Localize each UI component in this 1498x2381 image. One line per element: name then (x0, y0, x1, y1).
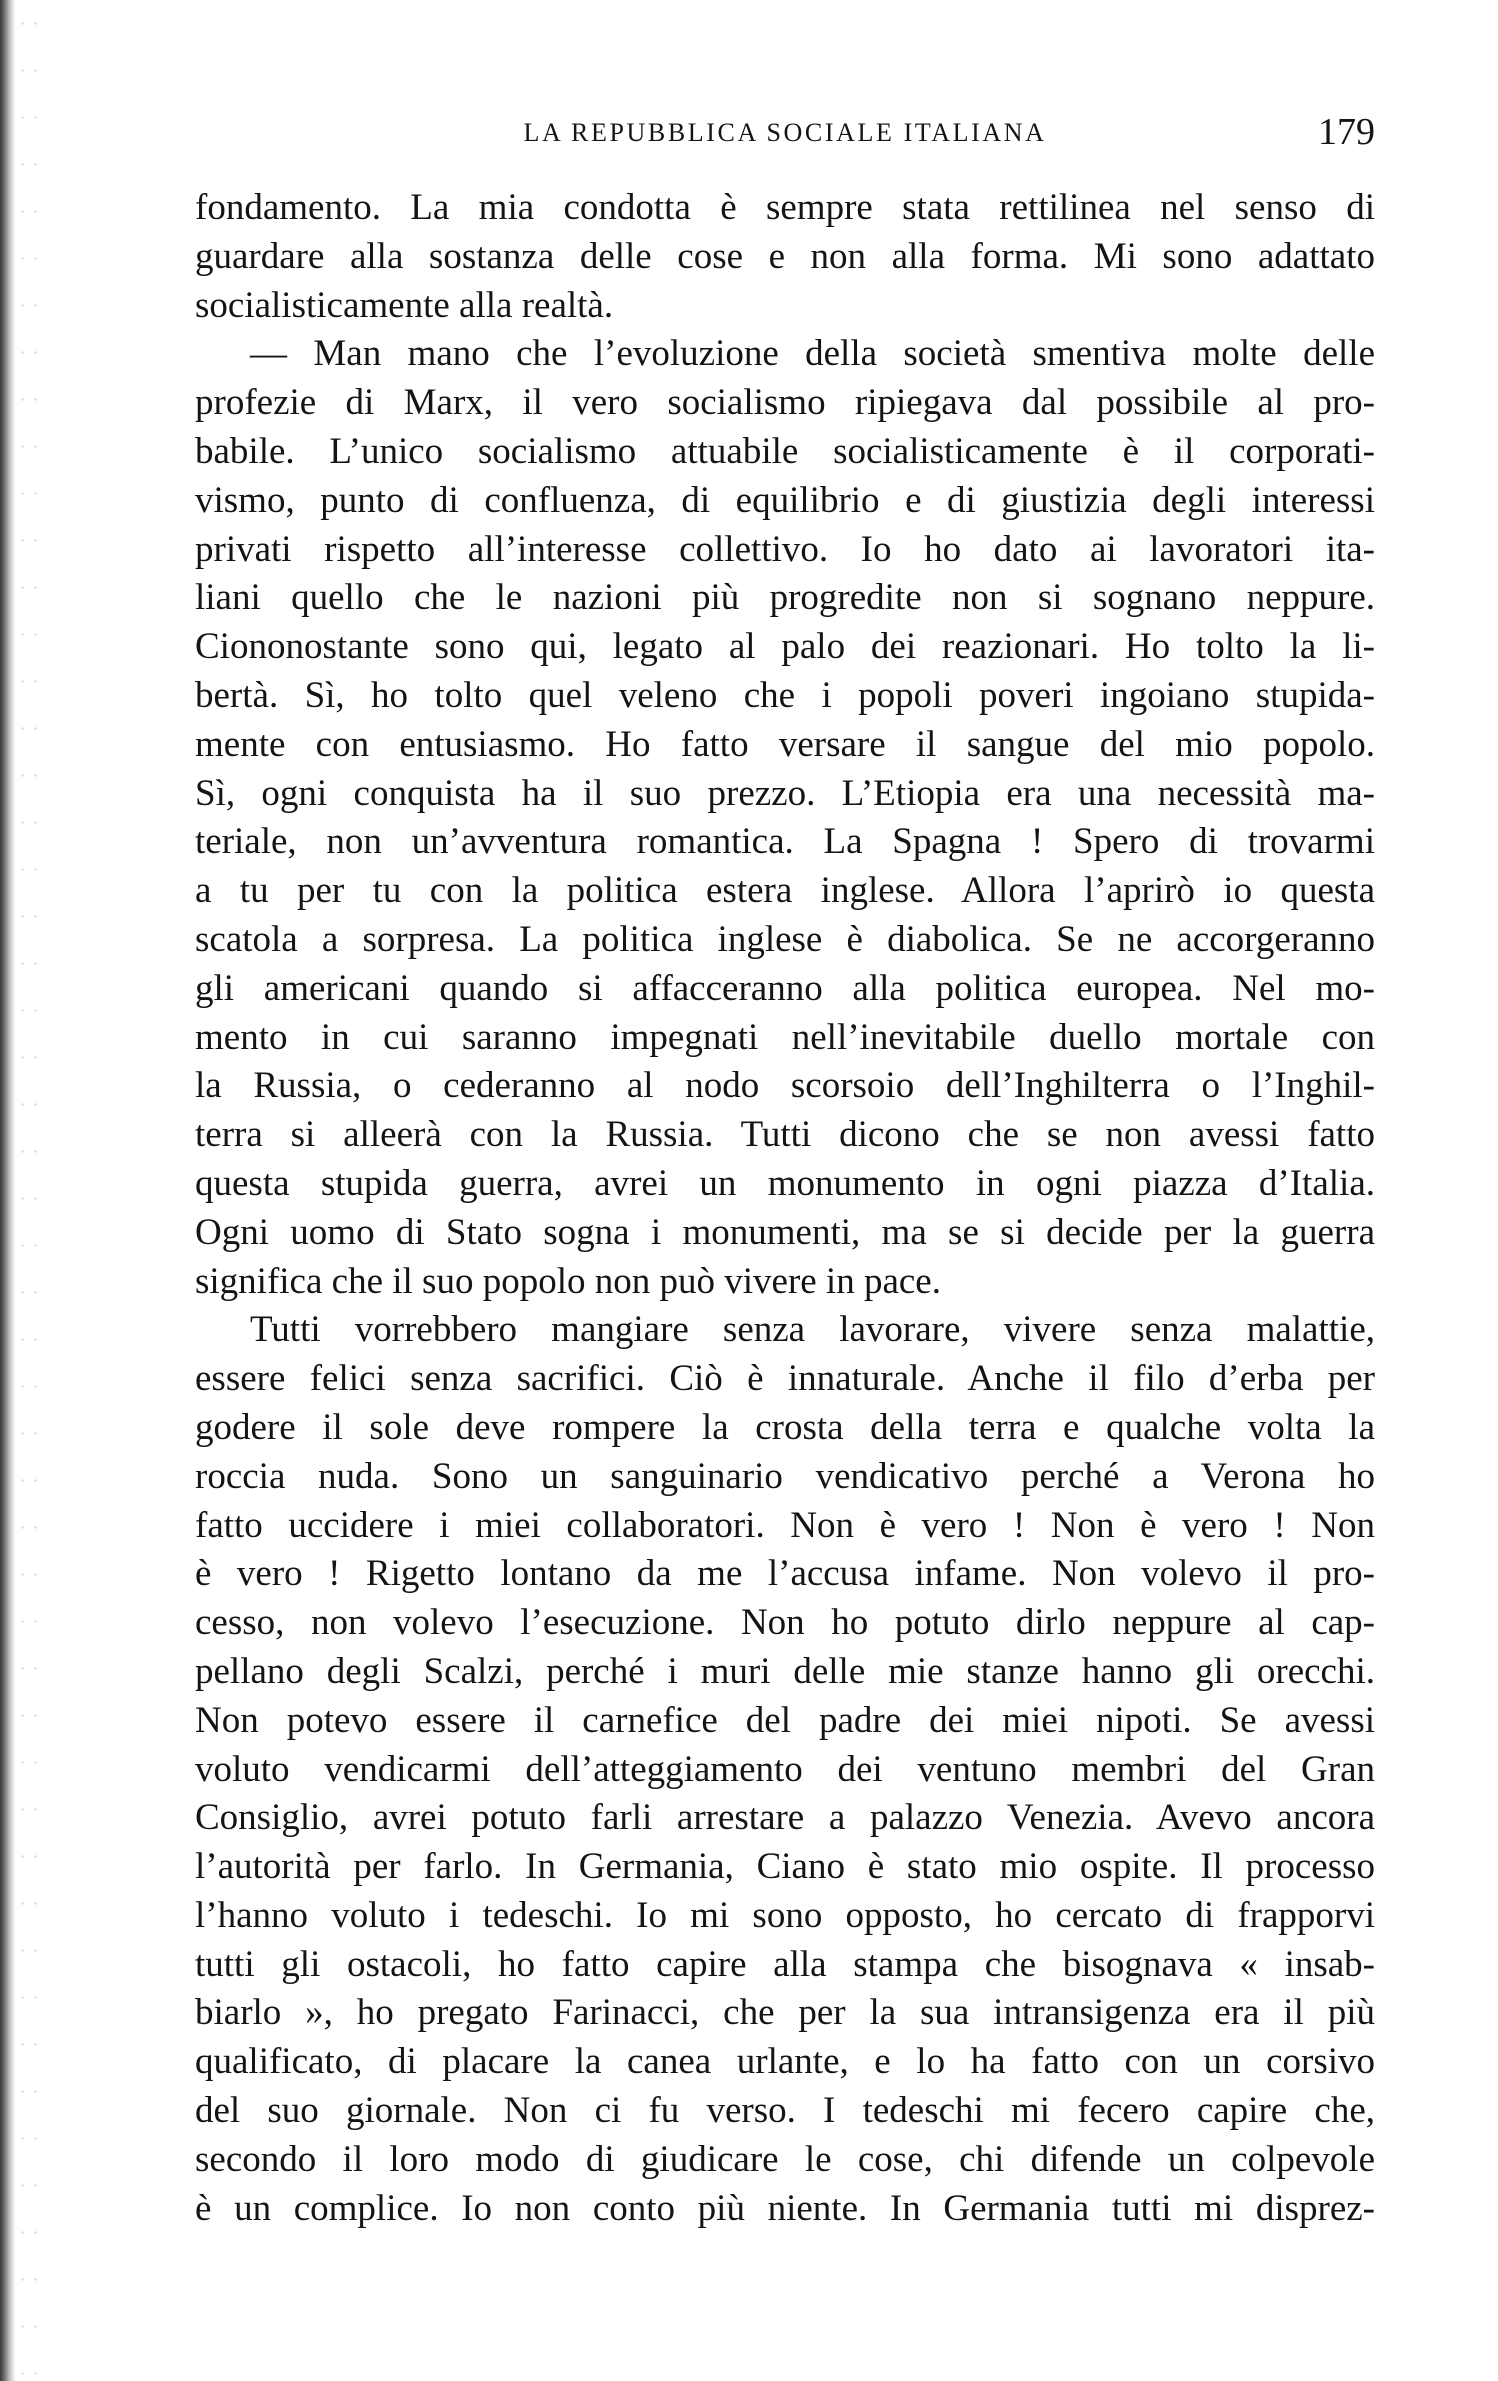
text-line: profezie di Marx, il vero socialismo ripiegava dal possibile al pro- (195, 382, 1375, 424)
paragraph-2 (195, 330, 1375, 1306)
text-line: fatto uccidere i miei collaboratori. Non è vero ! Non è vero ! Non (195, 1504, 1375, 1546)
page-number: 179 (1318, 111, 1375, 153)
body-text (195, 184, 1375, 2233)
text-line: privati rispetto all’interesse collettivo. Io ho dato ai lavoratori ita- (195, 528, 1375, 570)
binding-shadow (0, 0, 16, 2381)
text-line: Non potevo essere il carnefice del padre dei miei nipoti. Se avessi (195, 1699, 1375, 1741)
text-line: mente con entusiasmo. Ho fatto versare il sangue del mio popolo. (195, 723, 1375, 765)
text-line: l’hanno voluto i tedeschi. Io mi sono opposto, ho cercato di frapporvi (195, 1894, 1375, 1936)
text-line: bertà. Sì, ho tolto quel veleno che i popoli poveri ingoiano stupida- (195, 674, 1375, 716)
text-line: l’autorità per farlo. In Germania, Ciano è stato mio ospite. Il processo (195, 1846, 1375, 1888)
text-line: a tu per tu con la politica estera inglese. Allora l’aprirò io questa (195, 870, 1375, 912)
text-line: tutti gli ostacoli, ho fatto capire alla stampa che bisognava « insab- (195, 1943, 1375, 1985)
text-line: — Man mano che l’evoluzione della società smentiva molte delle (250, 333, 1375, 375)
text-line: mento in cui saranno impegnati nell’inevitabile duello mortale con (195, 1016, 1375, 1058)
text-line: cesso, non volevo l’esecuzione. Non ho potuto dirlo neppure al cap- (195, 1602, 1375, 1644)
text-line: Sì, ogni conquista ha il suo prezzo. L’Etiopia era una necessità ma- (195, 772, 1375, 814)
text-line: Ciononostante sono qui, legato al palo dei reazionari. Ho tolto la li- (195, 626, 1375, 668)
text-line: roccia nuda. Sono un sanguinario vendicativo perché a Verona ho (195, 1455, 1375, 1497)
text-line: essere felici senza sacrifici. Ciò è innaturale. Anche il filo d’erba per (195, 1358, 1375, 1400)
text-line: è vero ! Rigetto lontano da me l’accusa infame. Non volevo il pro- (195, 1553, 1375, 1595)
text-line: Ogni uomo di Stato sogna i monumenti, ma se si decide per la guerra (195, 1211, 1375, 1253)
text-line: socialisticamente alla realtà. (195, 284, 614, 326)
text-line: pellano degli Scalzi, perché i muri delle mie stanze hanno gli orecchi. (195, 1650, 1375, 1692)
text-line: Consiglio, avrei potuto farli arrestare a palazzo Venezia. Avevo ancora (195, 1797, 1375, 1839)
running-title: LA REPUBBLICA SOCIALE ITALIANA (523, 118, 1047, 147)
text-line: scatola a sorpresa. La politica inglese è diabolica. Se ne accorgeranno (195, 918, 1375, 960)
text-line: significa che il suo popolo non può vivere in pace. (195, 1260, 941, 1302)
text-line: voluto vendicarmi dell’atteggiamento dei ventuno membri del Gran (195, 1748, 1375, 1790)
page-header (195, 110, 1375, 160)
text-line: babile. L’unico socialismo attuabile socialisticamente è il corporati- (195, 430, 1375, 472)
text-line: guardare alla sostanza delle cose e non alla forma. Mi sono adattato (195, 235, 1375, 277)
text-line: gli americani quando si affacceranno alla politica europea. Nel mo- (195, 967, 1375, 1009)
text-line: del suo giornale. Non ci fu verso. I tedeschi mi fecero capire che, (195, 2090, 1375, 2132)
text-line: biarlo », ho pregato Farinacci, che per la sua intransigenza era il più (195, 1992, 1375, 2034)
text-line: qualificato, di placare la canea urlante, e lo ha fatto con un corsivo (195, 2041, 1375, 2083)
text-line: teriale, non un’avventura romantica. La Spagna ! Spero di trovarmi (195, 821, 1375, 863)
text-line: la Russia, o cederanno al nodo scorsoio dell’Inghilterra o l’Inghil- (195, 1065, 1375, 1107)
text-line: secondo il loro modo di giudicare le cose, chi difende un colpevole (195, 2138, 1375, 2180)
text-line: questa stupida guerra, avrei un monumento in ogni piazza d’Italia. (195, 1162, 1375, 1204)
text-line: vismo, punto di confluenza, di equilibrio e di giustizia degli interessi (195, 479, 1375, 521)
text-line: godere il sole deve rompere la crosta della terra e qualche volta la (195, 1406, 1375, 1448)
paragraph-3 (195, 1306, 1375, 2233)
scan-speckles (16, 0, 44, 2381)
paragraph-1 (195, 184, 1375, 330)
text-line: fondamento. La mia condotta è sempre stata rettilinea nel senso di (195, 187, 1375, 228)
text-line: è un complice. Io non conto più niente. In Germania tutti mi disprez- (195, 2187, 1375, 2229)
text-line: liani quello che le nazioni più progredite non si sognano neppure. (195, 577, 1375, 619)
text-line: terra si alleerà con la Russia. Tutti dicono che se non avessi fatto (195, 1114, 1375, 1156)
text-line: Tutti vorrebbero mangiare senza lavorare, vivere senza malattie, (250, 1309, 1375, 1351)
